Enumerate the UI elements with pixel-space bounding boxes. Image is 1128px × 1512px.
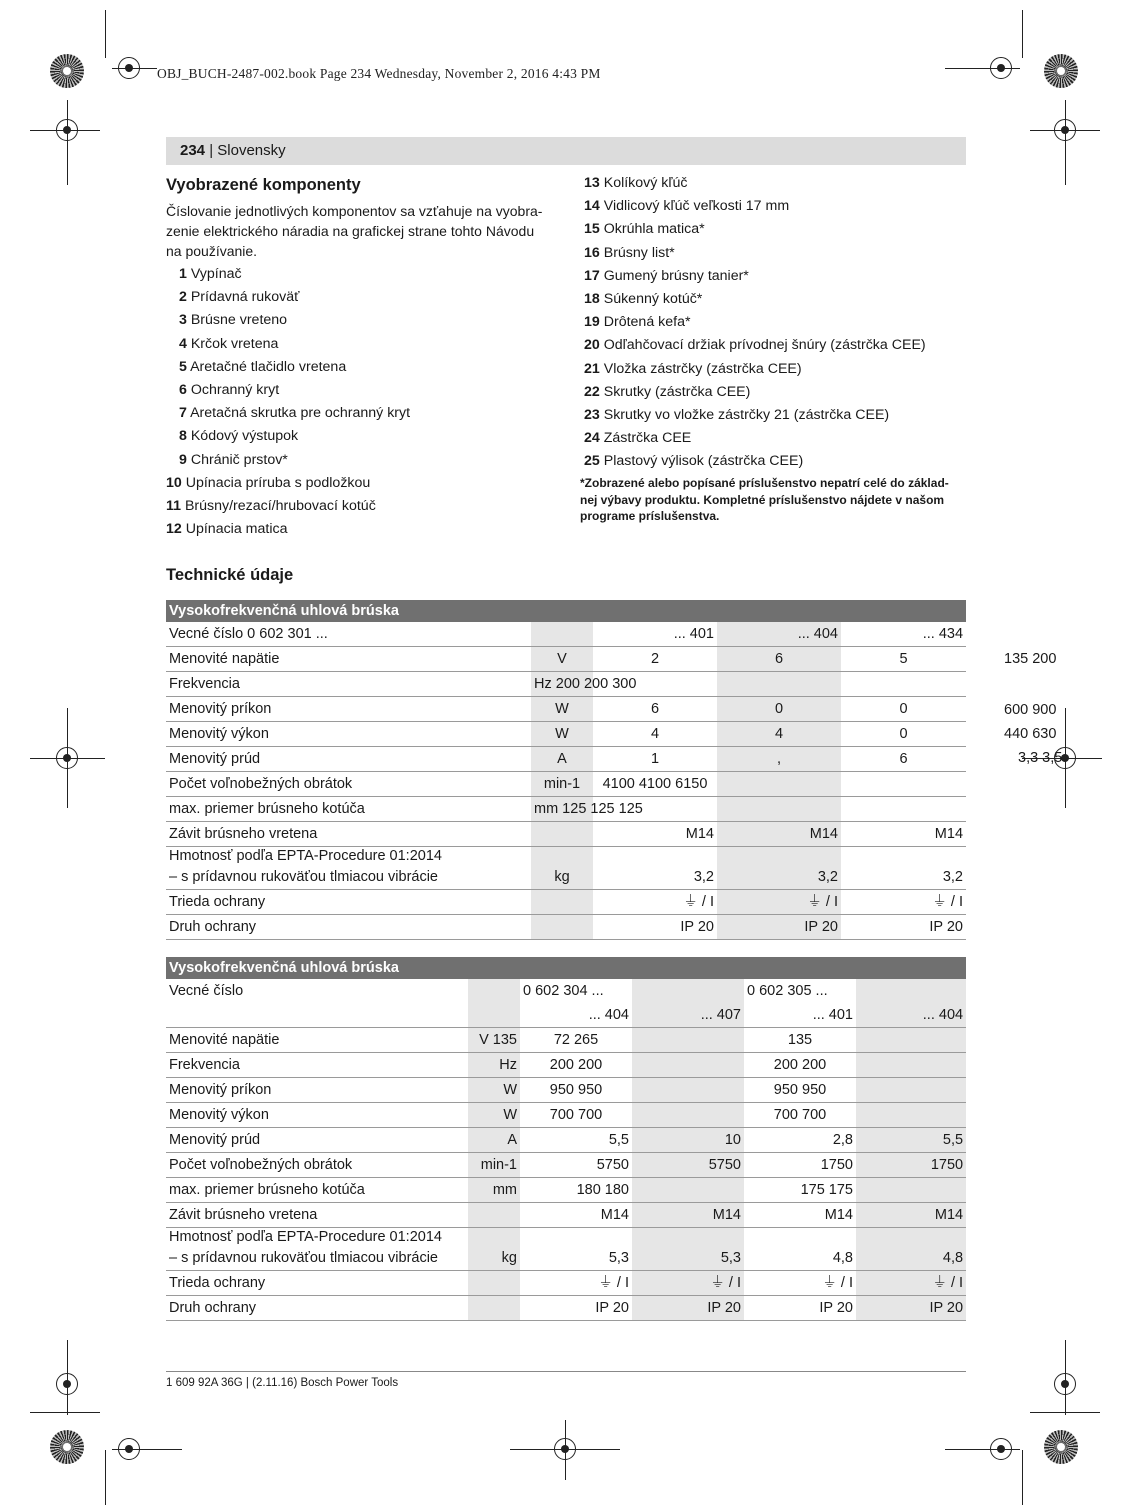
table-cell: Druh ochrany (166, 1296, 468, 1321)
table-cell (841, 672, 966, 697)
component-number: 12 (166, 521, 182, 538)
table-cell: Frekvencia (166, 1053, 468, 1078)
table-row (166, 1003, 966, 1028)
crop-mark (1065, 100, 1066, 185)
component-label: Odľahčovací držiak prívodnej šnúry (zástrčka CEE) (603, 337, 926, 354)
component-number: 20 (584, 337, 600, 354)
table-cell (520, 1228, 632, 1247)
table-cell: 200 200 (744, 1053, 856, 1078)
table-cell: 6 (593, 697, 717, 722)
component-number: 3 (179, 312, 187, 329)
table-cell (841, 772, 966, 797)
registration-mark-icon (56, 1373, 78, 1395)
table-cell: M14 (841, 822, 966, 847)
table-cell: A (531, 747, 593, 772)
table-cell: ... 404 (717, 622, 841, 647)
table-cell: ... 407 (632, 1003, 744, 1028)
table-cell: mm (468, 1178, 520, 1203)
table-cell: ⏚ / I (632, 1271, 744, 1296)
table-cell: M14 (632, 1203, 744, 1228)
component-label: Vypínač (190, 266, 242, 282)
crop-mark (30, 1412, 100, 1413)
component-number: 8 (179, 428, 187, 445)
table-cell (717, 797, 841, 822)
crop-mark (1022, 10, 1023, 58)
component-number: 1 (179, 266, 187, 282)
table-cell: 700 700 (520, 1103, 632, 1128)
table-cell: ⏚ / I (717, 890, 841, 915)
component-item (584, 265, 926, 288)
spec-table-1 (166, 600, 966, 940)
table-cell: 700 700 (744, 1103, 856, 1128)
table-cell: M14 (520, 1203, 632, 1228)
registration-mark-icon (1054, 1373, 1076, 1395)
component-label: Aretačné tlačidlo vretena (190, 358, 347, 375)
table-cell: 3,2 (841, 865, 966, 890)
table-cell: 1 (593, 747, 717, 772)
table-cell: – s prídavnou rukoväťou tlmiacou vibrácie (166, 865, 531, 890)
table-row (166, 822, 966, 847)
table-cell: 2,8 (744, 1128, 856, 1153)
table-cell: 5750 (520, 1153, 632, 1178)
table-cell: kg (531, 865, 593, 890)
spec-table-2 (166, 957, 966, 1321)
component-label: Drôtená kefa* (603, 314, 691, 331)
component-item (166, 402, 410, 425)
table-cell (166, 1003, 468, 1028)
page-language: | Slovensky (209, 142, 286, 159)
table-cell: 4,8 (856, 1246, 966, 1271)
table-cell (717, 672, 841, 697)
component-label: Prídavná rukoväť (190, 289, 300, 306)
component-item (584, 195, 926, 218)
table-cell: 1750 (744, 1153, 856, 1178)
table-row (166, 1028, 966, 1053)
table-cell: Trieda ochrany (166, 1271, 468, 1296)
table-row (166, 890, 966, 915)
component-item (584, 404, 926, 427)
table-cell: Vecné číslo 0 602 301 ... (166, 622, 531, 647)
component-number: 17 (584, 267, 600, 284)
print-slug: OBJ_BUCH-2487-002.book Page 234 Wednesday, November 2, 2016 4:43 PM (157, 66, 601, 81)
component-item (166, 309, 410, 332)
registration-mark-icon (990, 1438, 1012, 1460)
component-label: Brúsne vreteno (190, 312, 288, 329)
component-label: Krčok vretena (190, 335, 279, 352)
table-cell: ⏚ / I (593, 890, 717, 915)
table-cell: 3,2 (717, 865, 841, 890)
table-cell: Menovitý príkon (166, 697, 531, 722)
table-row (166, 797, 966, 822)
table-cell: ... 404 (856, 1003, 966, 1028)
component-item (166, 495, 410, 518)
table-cell: Menovitý prúd (166, 1128, 468, 1153)
table-header: Vysokofrekvenčná uhlová brúska (166, 957, 966, 979)
table-cell: Menovitý príkon (166, 1078, 468, 1103)
table-cell: W (468, 1078, 520, 1103)
table-cell: ⏚ / I (841, 890, 966, 915)
component-number: 19 (584, 314, 600, 331)
table-cell: Vecné číslo (169, 983, 244, 999)
table-cell: 200 200 (520, 1053, 632, 1078)
component-item (584, 381, 926, 404)
table-cell: Hmotnosť podľa EPTA-Procedure 01:2014 (169, 1229, 442, 1245)
registration-mark-icon (118, 57, 140, 79)
component-number: 25 (584, 453, 600, 470)
table-cell (593, 847, 717, 866)
table-cell: V 135 (468, 1028, 520, 1053)
overflow-current: 3,3 3,5 (1018, 750, 1063, 766)
component-item (166, 356, 410, 379)
table-cell: max. priemer brúsneho kotúča (166, 1178, 468, 1203)
table-cell: IP 20 (717, 915, 841, 940)
table-row (166, 1203, 966, 1228)
table-cell: 950 950 (520, 1078, 632, 1103)
component-item (166, 425, 410, 448)
table-cell (531, 822, 593, 847)
table-cell: min-1 (468, 1153, 520, 1178)
table-cell: 0 (841, 722, 966, 747)
table-row (166, 979, 966, 1003)
table-cell (841, 847, 966, 866)
component-item (584, 218, 926, 241)
registration-mark-icon (1054, 119, 1076, 141)
table-cell: ... 434 (841, 622, 966, 647)
color-rosette-icon (1044, 1430, 1078, 1464)
table-row (166, 847, 966, 866)
table-cell: Závit brúsneho vretena (166, 822, 531, 847)
components-intro: Číslovanie jednotlivých komponentov sa vzťahuje na vyobra- zenie elektrického náradia na grafickej strane tohto Návodu na používanie. (166, 203, 543, 259)
table-cell (632, 1053, 744, 1078)
table-row (166, 865, 966, 890)
table-header: Vysokofrekvenčná uhlová brúska (166, 600, 966, 622)
table-cell (468, 1203, 520, 1228)
table-cell: IP 20 (593, 915, 717, 940)
component-label: Skrutky (zástrčka CEE) (603, 383, 751, 400)
component-item (584, 288, 926, 311)
table-row (166, 1128, 966, 1153)
registration-mark-icon (990, 57, 1012, 79)
table-cell: mm 125 125 125 (531, 797, 593, 822)
table-cell: Závit brúsneho vretena (166, 1203, 468, 1228)
color-rosette-icon (50, 1430, 84, 1464)
table-row (166, 1078, 966, 1103)
table-row (166, 672, 966, 697)
table-row (166, 1103, 966, 1128)
component-item (166, 518, 410, 541)
table-cell (468, 1228, 520, 1247)
table-cell (856, 1078, 966, 1103)
table-cell: 950 950 (744, 1078, 856, 1103)
component-label: Vidlicový kľúč veľkosti 17 mm (603, 198, 790, 215)
table-cell: 4 (593, 722, 717, 747)
overflow-input-power: 600 900 (1004, 702, 1057, 718)
table-cell (856, 1178, 966, 1203)
table-cell: IP 20 (520, 1296, 632, 1321)
table-cell: Menovité napätie (166, 1028, 468, 1053)
table-cell: 72 265 (520, 1028, 632, 1053)
table-row (166, 1153, 966, 1178)
table-cell: ⏚ / I (856, 1271, 966, 1296)
crop-mark (105, 1450, 106, 1505)
component-number: 18 (584, 291, 600, 308)
registration-mark-icon (118, 1438, 140, 1460)
component-item (584, 450, 926, 473)
table-cell (531, 847, 593, 866)
table-cell: M14 (717, 822, 841, 847)
table-cell: Menovitý výkon (166, 722, 531, 747)
table-row (166, 1271, 966, 1296)
registration-mark-icon (554, 1438, 576, 1460)
table-cell: Hz 200 200 300 (531, 672, 593, 697)
table-cell: IP 20 (744, 1296, 856, 1321)
component-item (584, 427, 926, 450)
table-cell (856, 979, 966, 1003)
footer-rule (166, 1371, 966, 1372)
component-item (166, 449, 410, 472)
table-cell: W (531, 722, 593, 747)
table-cell: 4,8 (744, 1246, 856, 1271)
table-row (166, 1296, 966, 1321)
table-cell (856, 1053, 966, 1078)
component-label: Upínacia príruba s podložkou (185, 474, 371, 491)
table-cell: 135 (744, 1028, 856, 1053)
table-cell: Hz (468, 1053, 520, 1078)
table-cell: 175 175 (744, 1178, 856, 1203)
table-cell: 4 (717, 722, 841, 747)
table-cell: 4100 4100 6150 (593, 772, 717, 797)
table-cell: 5750 (632, 1153, 744, 1178)
table-cell: A (468, 1128, 520, 1153)
table-cell: Menovité napätie (166, 647, 531, 672)
table-cell: ... 401 (593, 622, 717, 647)
table-row (166, 697, 966, 722)
table-cell: 6 (717, 647, 841, 672)
component-item (584, 242, 926, 265)
component-label: Chránič prstov* (190, 451, 288, 468)
table-cell (531, 890, 593, 915)
component-number: 9 (179, 451, 187, 468)
component-number: 6 (179, 382, 187, 399)
component-number: 15 (584, 221, 600, 238)
component-item (166, 263, 410, 286)
component-number: 21 (584, 360, 600, 377)
table-header-row (166, 957, 966, 979)
table-header-row (166, 600, 966, 622)
table-cell: min-1 (531, 772, 593, 797)
table-row (166, 647, 966, 672)
tech-data-heading: Technické údaje (166, 566, 294, 584)
page-number: 234 (180, 142, 206, 159)
table-row (166, 622, 966, 647)
overflow-output-power: 440 630 (1004, 726, 1057, 742)
table-cell: , (717, 747, 841, 772)
table-cell (468, 979, 520, 1003)
table-cell: max. priemer brúsneho kotúča (166, 797, 531, 822)
component-label: Kolíkový kľúč (603, 175, 688, 191)
table-cell (717, 772, 841, 797)
table-cell: Trieda ochrany (166, 890, 531, 915)
table-cell: IP 20 (841, 915, 966, 940)
table-row (166, 1228, 966, 1247)
table-cell (531, 915, 593, 940)
table-cell (856, 1228, 966, 1247)
component-number: 16 (584, 244, 600, 261)
component-label: Súkenný kotúč* (603, 291, 703, 308)
table-cell: 5,5 (520, 1128, 632, 1153)
table-row (166, 1053, 966, 1078)
component-number: 7 (179, 405, 187, 422)
table-row (166, 772, 966, 797)
table-cell: IP 20 (856, 1296, 966, 1321)
table-cell: V (531, 647, 593, 672)
color-rosette-icon (1044, 54, 1078, 88)
table-cell (856, 1103, 966, 1128)
table-row (166, 722, 966, 747)
table-cell (531, 622, 593, 647)
table-cell: kg (468, 1246, 520, 1271)
component-label: Upínacia matica (185, 521, 288, 538)
table-cell (856, 1028, 966, 1053)
table-cell (468, 1271, 520, 1296)
table-cell: M14 (593, 822, 717, 847)
component-item (166, 472, 410, 495)
component-number: 13 (584, 175, 600, 191)
table-cell: Hmotnosť podľa EPTA-Procedure 01:2014 (169, 848, 442, 864)
component-item (584, 334, 926, 357)
table-cell: 5,3 (520, 1246, 632, 1271)
table-cell (468, 1003, 520, 1028)
table-cell: 5,5 (856, 1128, 966, 1153)
component-label: Aretačná skrutka pre ochranný kryt (190, 405, 411, 422)
table-cell (632, 1028, 744, 1053)
component-number: 23 (584, 407, 600, 424)
component-number: 11 (166, 498, 181, 515)
component-number: 24 (584, 430, 600, 447)
table-cell: ⏚ / I (520, 1271, 632, 1296)
table-cell: ⏚ / I (744, 1271, 856, 1296)
table-cell (632, 979, 744, 1003)
table-cell: ... 401 (744, 1003, 856, 1028)
component-label: Ochranný kryt (190, 382, 280, 399)
component-label: Plastový výlisok (zástrčka CEE) (603, 453, 804, 470)
component-item (166, 379, 410, 402)
component-item (166, 333, 410, 356)
component-label: Vložka zástrčky (zástrčka CEE) (603, 360, 802, 377)
crop-mark (1022, 1450, 1023, 1505)
component-label: Skrutky vo vložke zástrčky 21 (zástrčka CEE) (603, 407, 890, 424)
table-cell: Druh ochrany (166, 915, 531, 940)
table-cell (632, 1228, 744, 1247)
component-label: Okrúhla matica* (603, 221, 705, 238)
components-list-left (166, 263, 410, 541)
table-cell (632, 1178, 744, 1203)
component-label: Kódový výstupok (190, 428, 299, 445)
table-row (166, 747, 966, 772)
table-cell: Počet voľnobežných obrátok (166, 1153, 468, 1178)
table-cell: Frekvencia (166, 672, 531, 697)
table-cell: Menovitý prúd (166, 747, 531, 772)
page-header (166, 137, 966, 165)
table-cell: – s prídavnou rukoväťou tlmiacou vibrácie (166, 1246, 468, 1271)
component-number: 22 (584, 383, 600, 400)
component-item (166, 286, 410, 309)
page-footer: 1 609 92A 36G | (2.11.16) Bosch Power Tools (166, 1377, 399, 1389)
table-cell: Počet voľnobežných obrátok (166, 772, 531, 797)
crop-mark (67, 100, 68, 185)
component-label: Gumený brúsny tanier* (603, 267, 749, 284)
overflow-voltage: 135 200 (1004, 651, 1057, 667)
component-label: Brúsny/rezací/hrubovací kotúč (184, 498, 376, 515)
table-cell: 3,2 (593, 865, 717, 890)
table-cell (717, 847, 841, 866)
registration-mark-icon (56, 747, 78, 769)
table-cell: M14 (856, 1203, 966, 1228)
component-number: 14 (584, 198, 600, 215)
component-number: 4 (179, 335, 187, 352)
table-cell: M14 (744, 1203, 856, 1228)
table-cell: IP 20 (632, 1296, 744, 1321)
components-heading: Vyobrazené komponenty (166, 176, 361, 194)
crop-mark (105, 10, 106, 58)
table-cell: 6 (841, 747, 966, 772)
table-cell: 0 602 304 ... (523, 983, 604, 999)
accessories-note: *Zobrazené alebo popísané príslušenstvo nepatrí celé do základ- nej výbavy produktu. Kompletné príslušenstvo nájdete v našom programe príslušenstva. (580, 476, 949, 523)
table-cell: W (531, 697, 593, 722)
table-row (166, 1178, 966, 1203)
table-cell (632, 1078, 744, 1103)
component-number: 5 (179, 358, 187, 375)
table-cell: 0 (717, 697, 841, 722)
component-number: 10 (166, 474, 182, 491)
component-item (584, 172, 926, 195)
color-rosette-icon (50, 54, 84, 88)
table-cell: 180 180 (520, 1178, 632, 1203)
table-cell: 0 (841, 697, 966, 722)
registration-mark-icon (56, 119, 78, 141)
table-cell: 0 602 305 ... (747, 983, 828, 999)
component-label: Zástrčka CEE (603, 430, 692, 447)
table-cell: ... 404 (520, 1003, 632, 1028)
component-item (584, 358, 926, 381)
table-cell: 5 (841, 647, 966, 672)
component-item (584, 311, 926, 334)
table-cell (841, 797, 966, 822)
components-list-right (584, 172, 926, 474)
table-cell (632, 1103, 744, 1128)
table-cell: W (468, 1103, 520, 1128)
table-cell: 1750 (856, 1153, 966, 1178)
component-label: Brúsny list* (603, 244, 675, 261)
table-cell: Menovitý výkon (166, 1103, 468, 1128)
table-cell: 10 (632, 1128, 744, 1153)
table-cell: 5,3 (632, 1246, 744, 1271)
table-cell (468, 1296, 520, 1321)
table-cell: 2 (593, 647, 717, 672)
table-row (166, 915, 966, 940)
table-row (166, 1246, 966, 1271)
component-number: 2 (179, 289, 187, 306)
table-cell (744, 1228, 856, 1247)
